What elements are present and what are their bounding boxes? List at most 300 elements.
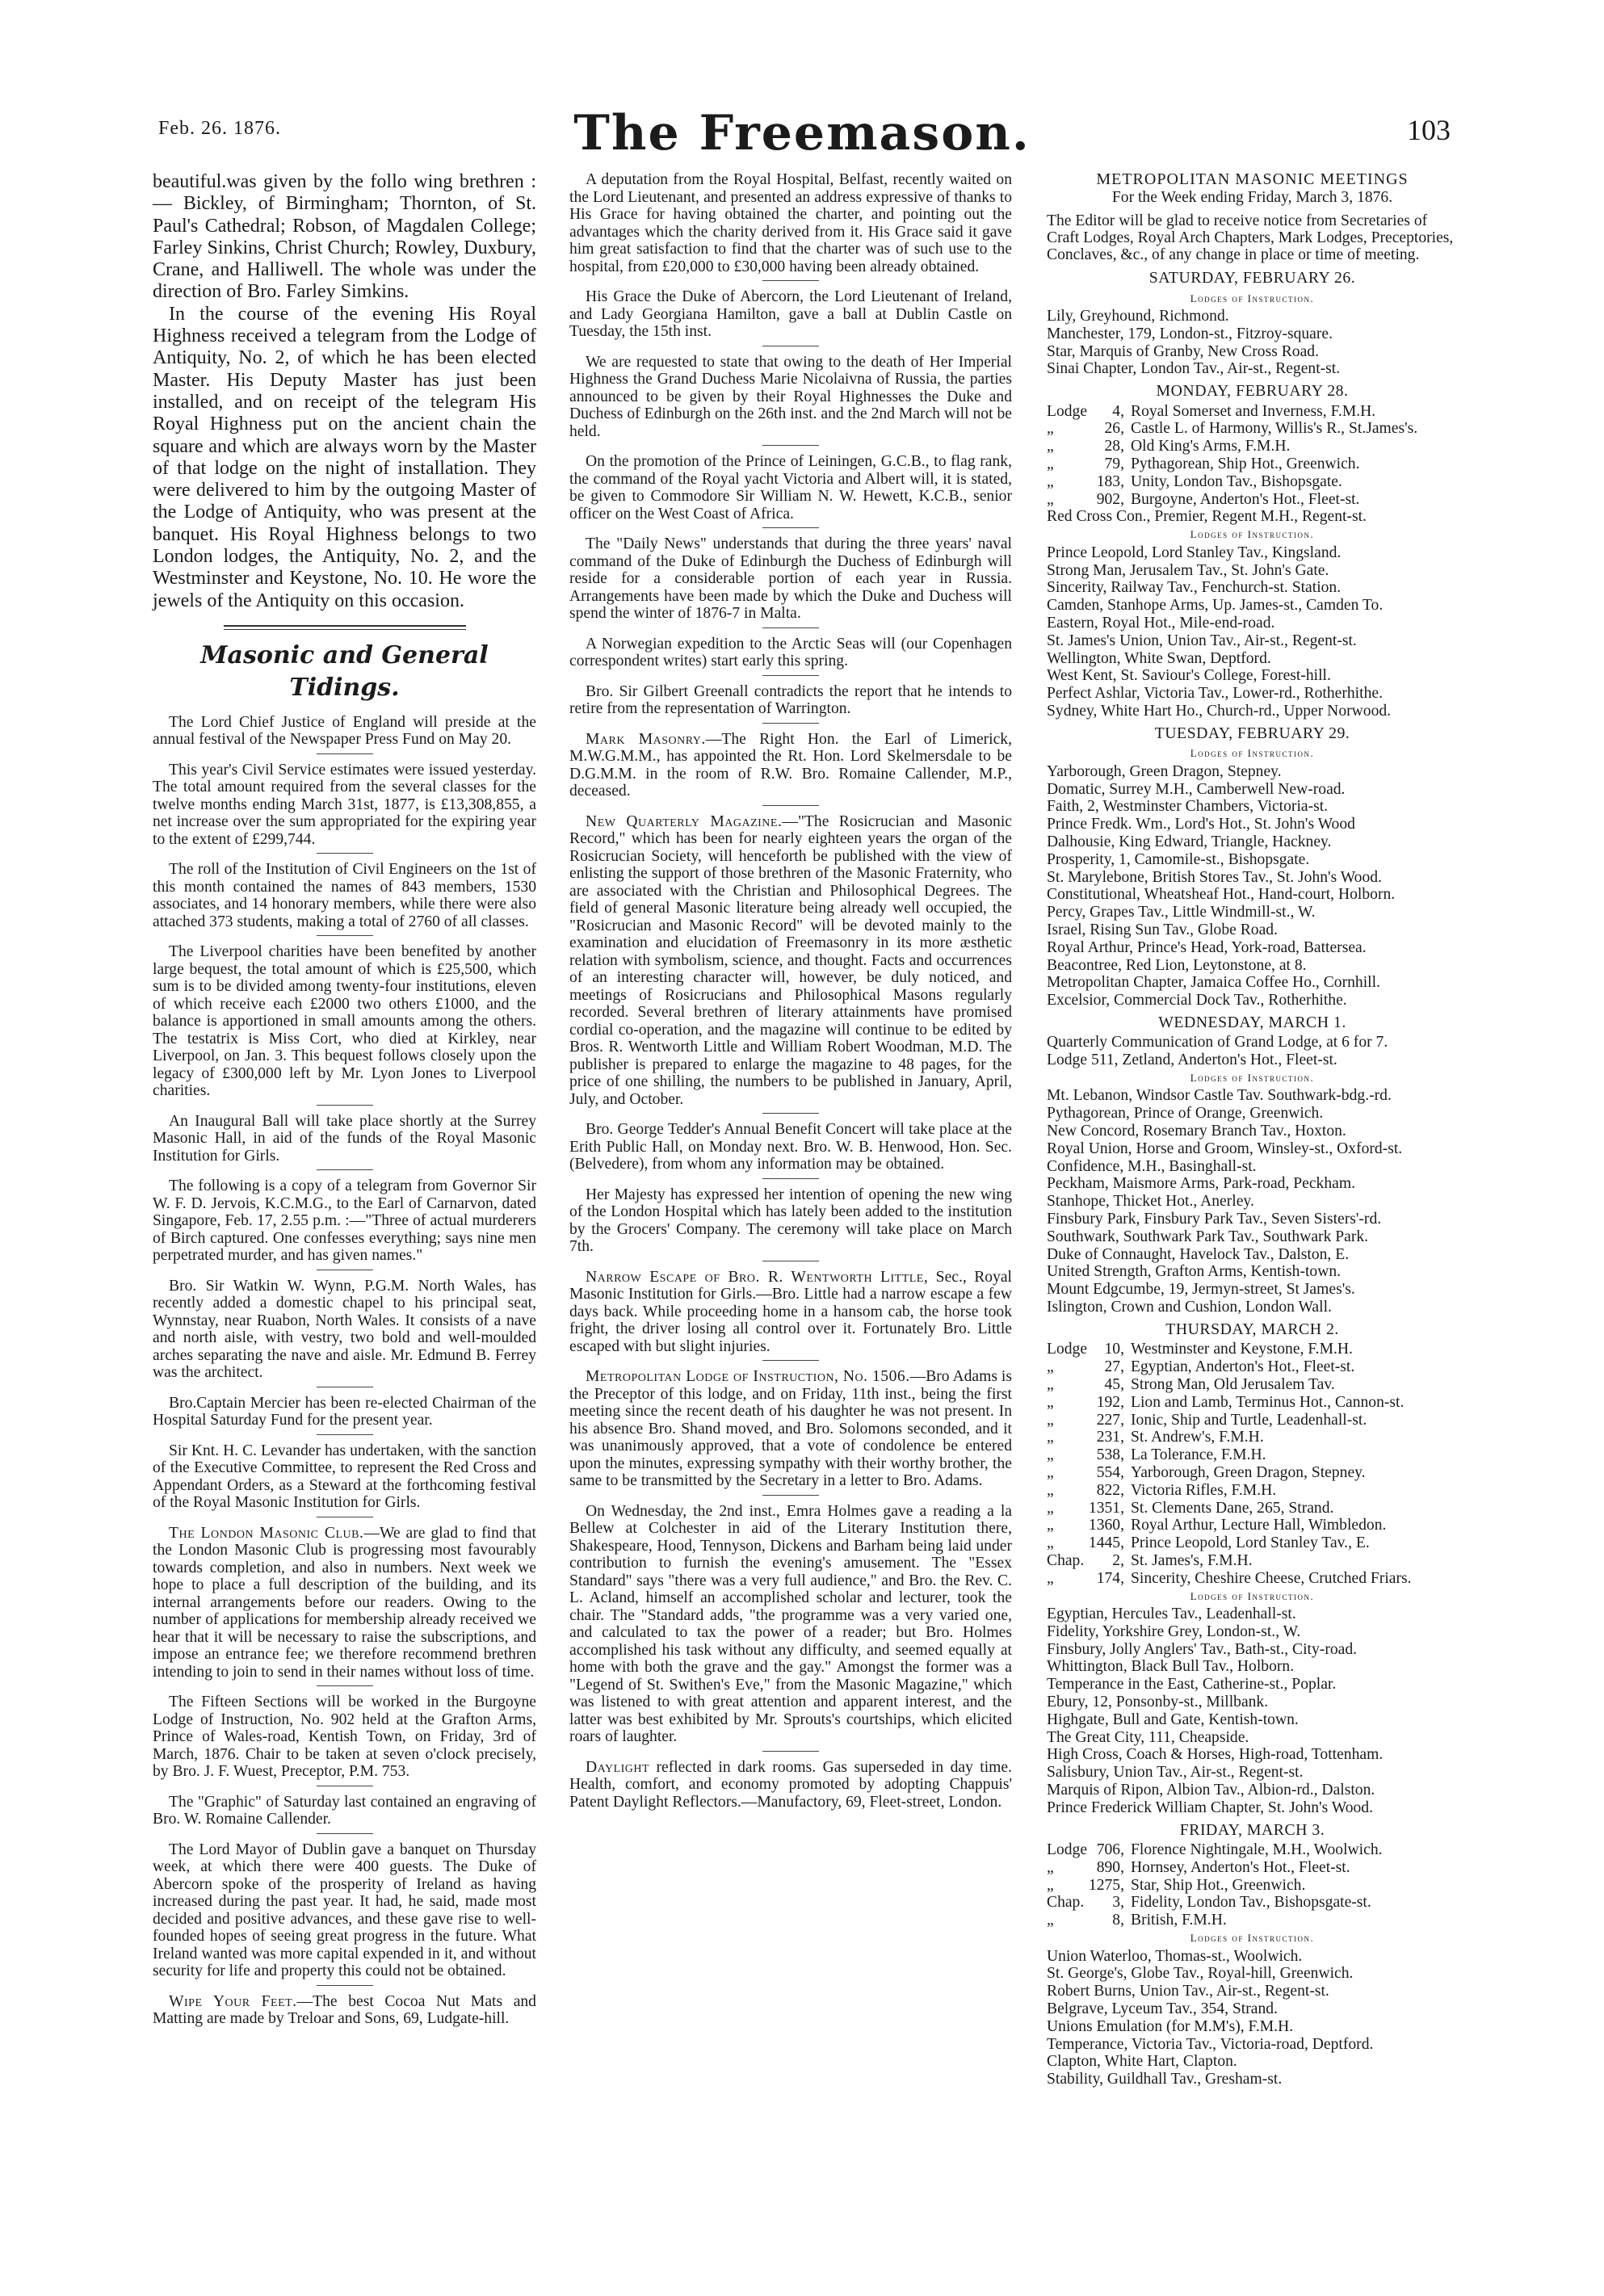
entry-prefix: „ bbox=[1047, 420, 1054, 438]
meeting-entry bbox=[1047, 1782, 1458, 1799]
meeting-entry bbox=[1047, 1482, 1458, 1500]
meetings-title: METROPOLITAN MASONIC MEETINGS bbox=[1096, 170, 1409, 188]
meeting-entry bbox=[1047, 886, 1458, 904]
entry-text: Israel, Rising Sun Tav., Globe Road. bbox=[1047, 921, 1278, 938]
news-paragraph bbox=[153, 1525, 536, 1681]
paragraph-text: —The Right Hon. the Earl of Limerick, M.W.G.M.M., has appointed the Rt. Hon. Lord Skelmersdale to be D.G.M.M. in the room of R.W. Bro. Romaine Callender, M.P., deceased. bbox=[569, 730, 1012, 800]
news-paragraph bbox=[569, 1503, 1012, 1746]
meeting-entry bbox=[1047, 921, 1458, 939]
meeting-entry bbox=[1047, 1394, 1458, 1412]
meeting-day-heading: WEDNESDAY, MARCH 1. bbox=[1158, 1013, 1346, 1031]
paragraph-lead: New Quarterly Magazine. bbox=[586, 812, 783, 830]
meeting-entry bbox=[1047, 2018, 1458, 2036]
entry-number: 822, bbox=[1096, 1481, 1124, 1499]
meeting-entry bbox=[1047, 781, 1458, 799]
entry-prefix: „ bbox=[1047, 490, 1054, 508]
entry-text: Constitutional, Wheatsheaf Hot., Hand-court, Holborn. bbox=[1047, 886, 1396, 904]
entry-prefix: „ bbox=[1047, 1393, 1054, 1411]
separator-rule bbox=[762, 527, 819, 528]
entry-prefix: „ bbox=[1047, 1499, 1054, 1517]
entry-number: 1445, bbox=[1088, 1534, 1124, 1552]
news-paragraph bbox=[153, 171, 536, 304]
meeting-entry bbox=[1047, 1965, 1458, 1983]
meeting-entry bbox=[1047, 1912, 1458, 1929]
meeting-entry bbox=[1047, 685, 1458, 703]
entry-text: Pythagorean, Ship Hot., Greenwich. bbox=[1131, 455, 1360, 473]
paragraph-text: An Inaugural Ball will take place shortly at the Surrey Masonic Hall, in aid of the funds of the Royal Masonic Institution for Girls. bbox=[153, 1112, 536, 1165]
entry-text: Castle L. of Harmony, Willis's R., St.James's. bbox=[1131, 420, 1418, 438]
meeting-entry bbox=[1047, 455, 1458, 473]
meeting-entry bbox=[1047, 1299, 1458, 1316]
news-paragraph bbox=[153, 714, 536, 749]
meeting-entry bbox=[1047, 1446, 1458, 1464]
entry-text: Red Cross Con., Premier, Regent M.H., Regent-st. bbox=[1047, 508, 1367, 526]
meeting-entry bbox=[1047, 403, 1458, 421]
entry-number: 227, bbox=[1096, 1411, 1124, 1429]
paragraph-lead: Mark Masonry. bbox=[586, 730, 706, 748]
meeting-entry bbox=[1047, 869, 1458, 887]
lodges-of-instruction-label: Lodges of Instruction. bbox=[1190, 1589, 1315, 1602]
entry-text: Ionic, Ship and Turtle, Leadenhall-st. bbox=[1131, 1411, 1367, 1429]
entry-text: Fidelity, London Tav., Bishopsgate-st. bbox=[1131, 1894, 1371, 1912]
separator-rule bbox=[317, 1434, 373, 1435]
entry-text: Temperance, Victoria Tav., Victoria-road, Deptford. bbox=[1047, 2035, 1374, 2053]
news-paragraph bbox=[569, 171, 1012, 275]
entry-text: St. James's Union, Union Tav., Air-st., Regent-st. bbox=[1047, 632, 1357, 649]
paragraph-text: —We are glad to find that the London Masonic Club is progressing most favourably towards completion, and also in numbers. Next week we hope to place a full description of the building, and its internal arrangements before our readers. Owing to the number of applications for membership already received we hear that it will be necessary to raise the subscriptions, and impose an entrance fee; we therefore recommend brethren intending to join to send in their names without loss of time. bbox=[153, 1524, 536, 1681]
paragraph-text: In the course of the evening His Royal Highness received a telegram from the Lodge of Antiquity, No. 2, of which he has been elected Master. His Deputy Master has just been installed, and on receipt of the telegram His Royal Highness put on the ancient chain the square and which are always worn by the Master of that lodge on the night of installation. They were delivered to him by the outgoing Master of the Lodge of Antiquity, who was present at the banquet. His Royal Highness belongs to two London lodges, the Antiquity, No. 2, and the Westminster and Keystone, No. 10. He wore the jewels of the Antiquity on this occasion. bbox=[153, 303, 536, 611]
entry-text: Mt. Lebanon, Windsor Castle Tav. Southwark-bdg.-rd. bbox=[1047, 1087, 1392, 1105]
entry-number: 174, bbox=[1096, 1569, 1124, 1587]
entry-text: Florence Nightingale, M.H., Woolwich. bbox=[1131, 1841, 1383, 1859]
lodges-of-instruction-label: Lodges of Instruction. bbox=[1190, 747, 1315, 760]
paragraph-text: The Lord Chief Justice of England will preside at the annual festival of the Newspaper Press Fund on May 20. bbox=[153, 713, 536, 749]
entry-text: Victoria Rifles, F.M.H. bbox=[1131, 1481, 1277, 1499]
paragraph-text: On Wednesday, the 2nd inst., Emra Holmes gave a reading a la Bellew at Colchester in aid of the Literary Institution there, Shakespeare, Hood, Tennyson, Dickens and Barham being laid under contribution to furnish the evening's amusement. The "Essex Standard" says "there was a very full audience," and Bro. the Rev. C. L. Acland, himself an accomplished scholar and lecturer, took the chair. The "Standard adds, "the programme was a very varied one, and calculated to tax the power of a reader; but Bro. Holmes accomplished his task without any difficulty, and seemed equally at home with both the grave and the gay." Amongst the former was a "Legend of St. Swithen's Eve," from the Masonic Magazine," which was listened to with great attention and apparent interest, and the latter was best exhibited by Mr. Sprouts's courtships, which elicited roars of laughter. bbox=[569, 1502, 1012, 1745]
meetings-list bbox=[1047, 270, 1458, 2088]
entry-number: 1351, bbox=[1088, 1499, 1124, 1517]
meeting-entry bbox=[1047, 1517, 1458, 1534]
entry-text: Prince Leopold, Lord Stanley Tav., E. bbox=[1131, 1534, 1370, 1552]
entry-prefix: „ bbox=[1047, 1534, 1054, 1552]
entry-prefix: „ bbox=[1047, 1569, 1054, 1587]
entry-prefix: „ bbox=[1047, 455, 1054, 473]
news-paragraph bbox=[569, 813, 1012, 1109]
meeting-entry bbox=[1047, 1051, 1458, 1069]
entry-text: Duke of Connaught, Havelock Tav., Dalston, E. bbox=[1047, 1245, 1350, 1263]
entry-text: Stanhope, Thicket Hot., Anerley. bbox=[1047, 1193, 1254, 1211]
separator-rule bbox=[762, 280, 819, 281]
paragraph-lead: Daylight bbox=[586, 1758, 650, 1776]
entry-prefix: Lodge bbox=[1047, 402, 1088, 420]
entry-text: Peckham, Maismore Arms, Park-road, Peckham. bbox=[1047, 1175, 1355, 1193]
meeting-entry bbox=[1047, 1341, 1458, 1358]
entry-text: Royal Somerset and Inverness, F.M.H. bbox=[1131, 402, 1376, 420]
paragraph-text: On the promotion of the Prince of Leiningen, G.C.B., to flag rank, the command of the Royal yacht Victoria and Albert will, it is stated, be given to Commodore Sir William N. W. Hewett, K.C.B., senior officer on the West Coast of Africa. bbox=[569, 453, 1012, 523]
meeting-entry bbox=[1047, 1500, 1458, 1517]
entry-number: 231, bbox=[1096, 1429, 1124, 1446]
news-paragraph bbox=[153, 1442, 536, 1512]
entry-text: Strong Man, Jerusalem Tav., St. John's Gate. bbox=[1047, 561, 1329, 579]
entry-number: 902, bbox=[1096, 490, 1124, 508]
meeting-entry bbox=[1047, 1105, 1458, 1123]
entry-text: Yarborough, Green Dragon, Stepney. bbox=[1047, 762, 1282, 780]
news-paragraph bbox=[569, 636, 1012, 670]
meeting-entry bbox=[1047, 1570, 1458, 1588]
news-paragraph bbox=[153, 1694, 536, 1781]
paragraph-text: Her Majesty has expressed her intention of opening the new wing of the London Hospital which has lately been added to the institution by the Grocers' Company. The ceremony will take place on March 7th. bbox=[569, 1186, 1012, 1255]
news-paragraph bbox=[569, 354, 1012, 441]
meeting-entry bbox=[1047, 1412, 1458, 1429]
entry-text: Perfect Ashlar, Victoria Tav., Lower-rd., Rotherhithe. bbox=[1047, 685, 1383, 703]
news-paragraph bbox=[569, 1121, 1012, 1173]
meeting-entry bbox=[1047, 1429, 1458, 1446]
meeting-entry bbox=[1047, 851, 1458, 869]
entry-text: Clapton, White Hart, Clapton. bbox=[1047, 2053, 1237, 2071]
entry-number: 10, bbox=[1104, 1341, 1124, 1358]
entry-text: Belgrave, Lyceum Tav., 354, Strand. bbox=[1047, 2000, 1278, 2017]
paragraph-text: The Lord Mayor of Dublin gave a banquet on Thursday week, at which there were 400 guests. The Duke of Abercorn spoke of the prosperity of Ireland as having increased during the past year. It had, he said, made most decided and positive advances, and these gave rise to well-founded hopes of seeing great progress in the future. What Ireland wanted was more capital expended in it, and without security for life and property this could not be obtained. bbox=[153, 1841, 536, 1980]
entry-text: Quarterly Communication of Grand Lodge, at 6 for 7. bbox=[1047, 1034, 1388, 1051]
entry-text: New Concord, Rosemary Branch Tav., Hoxton. bbox=[1047, 1123, 1346, 1140]
entry-text: West Kent, St. Saviour's College, Forest-hill. bbox=[1047, 667, 1331, 685]
meeting-entry bbox=[1047, 974, 1458, 992]
entry-text: Dalhousie, King Edward, Triangle, Hackney. bbox=[1047, 833, 1332, 850]
meeting-entry bbox=[1047, 2053, 1458, 2071]
meeting-entry bbox=[1047, 1948, 1458, 1966]
meeting-entry bbox=[1047, 343, 1458, 361]
paragraph-text: —"The Rosicrucian and Masonic Record," which has been for nearly eighteen years the organ of the Rosicrucian Society, will henceforth be published with the view of enlisting the support of those brethren of the Masonic Fraternity, who are associated with the Christian and Philosophical Degrees. The field of general Masonic literature being already well occupied, the "Rosicrucian and Masonic Record" will be devoted mainly to the examination and elucidation of Freemasonry in its more æsthetic relation with symbolism, science, and thought. Facts and occurrences of an interesting character will, however, be duly noticed, and meetings of Rosicrucians and Philosophical Masons regularly recorded. Several brethren of literary attainments have promised cordial co-operation, and the magazine will continue to be edited by Bros. R. Wentworth Little and William Robert Woodman, M.D. The publisher is prepared to enlarge the magazine to 48 pages, for the price of one shilling, the numbers to be published in January, April, July, and October. bbox=[569, 812, 1012, 1108]
meeting-entry bbox=[1047, 438, 1458, 455]
news-paragraph bbox=[569, 1759, 1012, 1811]
entry-prefix: „ bbox=[1047, 438, 1054, 455]
separator-rule bbox=[762, 445, 819, 446]
entry-prefix: „ bbox=[1047, 1411, 1054, 1429]
entry-prefix: Lodge bbox=[1047, 1841, 1088, 1859]
entry-number: 538, bbox=[1096, 1446, 1124, 1464]
entry-text: Yarborough, Green Dragon, Stepney. bbox=[1131, 1463, 1366, 1481]
meeting-entry bbox=[1047, 1729, 1458, 1747]
entry-text: Southwark, Southwark Park Tav., Southwark Park. bbox=[1047, 1228, 1369, 1245]
entry-prefix: „ bbox=[1047, 1429, 1054, 1446]
entry-text: The Great City, 111, Cheapside. bbox=[1047, 1728, 1249, 1746]
meeting-entry bbox=[1047, 1534, 1458, 1552]
news-paragraph bbox=[153, 304, 536, 612]
meeting-entry bbox=[1047, 650, 1458, 668]
middle-column bbox=[569, 171, 1012, 1811]
meeting-entry bbox=[1047, 1175, 1458, 1193]
news-paragraph bbox=[153, 1278, 536, 1382]
meeting-entry bbox=[1047, 1658, 1458, 1676]
entry-number: 183, bbox=[1096, 472, 1124, 490]
entry-text: St. James's, F.M.H. bbox=[1131, 1551, 1253, 1569]
entry-prefix: Chap. bbox=[1047, 1894, 1085, 1912]
meeting-entry bbox=[1047, 1246, 1458, 1264]
entry-text: Unity, London Tav., Bishopsgate. bbox=[1131, 472, 1342, 490]
news-paragraph bbox=[153, 861, 536, 930]
meeting-entry bbox=[1047, 544, 1458, 562]
meeting-day-heading: SATURDAY, FEBRUARY 26. bbox=[1148, 269, 1356, 287]
meeting-entry bbox=[1047, 957, 1458, 975]
meeting-entry bbox=[1047, 360, 1458, 378]
entry-text: Royal Union, Horse and Groom, Winsley-st., Oxford-st. bbox=[1047, 1140, 1403, 1157]
entry-number: 28, bbox=[1104, 438, 1124, 455]
paragraph-text: The Fifteen Sections will be worked in the Burgoyne Lodge of Instruction, No. 902 held at the Grafton Arms, Prince of Wales-road, Kentish Town, on Friday, 3rd of March, 1876. Chair to be taken at seven o'clock precisely, by Bro. J. F. Wuest, Preceptor, P.M. 753. bbox=[153, 1694, 536, 1781]
entry-text: High Cross, Coach & Horses, High-road, Tottenham. bbox=[1047, 1746, 1384, 1764]
paragraph-text: His Grace the Duke of Abercorn, the Lord Lieutenant of Ireland, and Lady Georgiana Hamilton, gave a ball at Dublin Castle on Tuesday, the 15th inst. bbox=[569, 288, 1012, 340]
entry-text: Sincerity, Cheshire Cheese, Crutched Friars. bbox=[1131, 1569, 1412, 1587]
separator-rule bbox=[317, 935, 373, 936]
entry-number: 2, bbox=[1112, 1551, 1124, 1569]
meeting-entry bbox=[1047, 1376, 1458, 1394]
entry-prefix: „ bbox=[1047, 1481, 1054, 1499]
entry-text: Prince Leopold, Lord Stanley Tav., Kingsland. bbox=[1047, 544, 1342, 561]
entry-text: Strong Man, Old Jerusalem Tav. bbox=[1131, 1375, 1335, 1393]
paragraph-lead: The London Masonic Club. bbox=[169, 1524, 364, 1542]
meeting-entry bbox=[1047, 939, 1458, 957]
lodges-of-instruction-label: Lodges of Instruction. bbox=[1190, 528, 1315, 541]
meeting-entry bbox=[1047, 1746, 1458, 1764]
entry-text: St. George's, Globe Tav., Royal-hill, Greenwich. bbox=[1047, 1965, 1354, 1983]
entry-text: Egyptian, Anderton's Hot., Fleet-st. bbox=[1131, 1358, 1355, 1376]
paragraph-text: This year's Civil Service estimates were issued yesterday. The total amount required from the several classes for the twelve months ending March 31st, 1877, is £13,308,855, a net increase over the sum appropriated for the expiring year to the extent of £299,744. bbox=[153, 761, 536, 848]
entry-text: Finsbury Park, Finsbury Park Tav., Seven Sisters'-rd. bbox=[1047, 1211, 1382, 1228]
meeting-entry bbox=[1047, 1606, 1458, 1623]
entry-text: Union Waterloo, Thomas-st., Woolwich. bbox=[1047, 1947, 1303, 1965]
meeting-day-heading: MONDAY, FEBRUARY 28. bbox=[1156, 382, 1349, 401]
issue-date: Feb. 26. 1876. bbox=[158, 118, 281, 139]
entry-prefix: „ bbox=[1047, 1912, 1054, 1929]
entry-text: Percy, Grapes Tav., Little Windmill-st., W. bbox=[1047, 904, 1316, 921]
entry-number: 26, bbox=[1104, 420, 1124, 438]
meeting-entry bbox=[1047, 1123, 1458, 1140]
meeting-entry bbox=[1047, 1983, 1458, 2000]
section-double-rule bbox=[224, 625, 466, 630]
left-column bbox=[153, 171, 536, 2028]
entry-number: 554, bbox=[1096, 1463, 1124, 1481]
paragraph-text: A Norwegian expedition to the Arctic Seas will (our Copenhagen correspondent writes) start early this spring. bbox=[569, 635, 1012, 669]
paragraph-text: Bro. Sir Gilbert Greenall contradicts the report that he intends to retire from the representation of Warrington. bbox=[569, 682, 1012, 717]
meeting-entry bbox=[1047, 1087, 1458, 1105]
entry-text: Royal Arthur, Lecture Hall, Wimbledon. bbox=[1131, 1517, 1387, 1534]
entry-text: Temperance in the East, Catherine-st., Poplar. bbox=[1047, 1676, 1337, 1694]
entry-number: 1360, bbox=[1088, 1517, 1124, 1534]
meeting-day-heading: TUESDAY, FEBRUARY 29. bbox=[1154, 724, 1350, 742]
paragraph-text: Bro.Captain Mercier has been re-elected Chairman of the Hospital Saturday Fund for the present year. bbox=[153, 1394, 536, 1429]
separator-rule bbox=[762, 1178, 819, 1179]
news-paragraph bbox=[569, 683, 1012, 718]
entry-text: Unions Emulation (for M.M's), F.M.H. bbox=[1047, 2017, 1294, 2035]
entry-prefix: „ bbox=[1047, 1446, 1054, 1464]
news-paragraph bbox=[153, 1395, 536, 1429]
entry-text: Finsbury, Jolly Anglers' Tav., Bath-st., City-road. bbox=[1047, 1640, 1358, 1658]
entry-text: Star, Ship Hot., Greenwich. bbox=[1131, 1876, 1306, 1894]
news-paragraph bbox=[569, 288, 1012, 341]
meeting-entry bbox=[1047, 1281, 1458, 1299]
paragraph-text: The roll of the Institution of Civil Engineers on the 1st of this month contained the names of 843 members, 1530 associates, and 14 honorary members, while there were also attached 373 students, making a total of 2760 of all classes. bbox=[153, 861, 536, 930]
meetings-note: The Editor will be glad to receive notice from Secretaries of Craft Lodges, Royal Arch Chapters, Mark Lodges, Preceptories, Conclaves, &c., of any change in place or time of meeting. bbox=[1047, 212, 1454, 263]
entry-text: Egyptian, Hercules Tav., Leadenhall-st. bbox=[1047, 1606, 1296, 1622]
news-paragraph bbox=[153, 1794, 536, 1828]
meeting-entry bbox=[1047, 615, 1458, 632]
news-paragraph bbox=[153, 762, 536, 849]
news-paragraph bbox=[569, 453, 1012, 523]
entry-text: Prince Frederick William Chapter, St. John's Wood. bbox=[1047, 1799, 1373, 1816]
entry-text: Lily, Greyhound, Richmond. bbox=[1047, 308, 1229, 325]
paragraph-text: Sec., Royal Masonic Institution for Girls.—Bro. Little had a narrow escape a few days back. While proceeding home in a hansom cab, the horse took fright, the driver losing all control over it. Fortunately Bro. Little escaped with but slight injuries. bbox=[569, 1268, 1013, 1355]
entry-text: Royal Arthur, Prince's Head, York-road, Battersea. bbox=[1047, 938, 1367, 956]
paragraph-text: —The best Cocoa Nut Mats and Matting are made by Treloar and Sons, 69, Ludgate-hill. bbox=[153, 1992, 536, 2028]
meeting-entry bbox=[1047, 420, 1458, 438]
meeting-entry bbox=[1047, 473, 1458, 491]
meeting-entry bbox=[1047, 667, 1458, 685]
paragraph-lead: Metropolitan Lodge of Instruction, No. 1506. bbox=[586, 1368, 910, 1385]
entry-text: Sydney, White Hart Ho., Church-rd., Upper Norwood. bbox=[1047, 702, 1392, 720]
meeting-entry bbox=[1047, 1841, 1458, 1859]
paragraph-text: The "Daily News" understands that during the three years' naval command of the Duke of Edinburgh the Duchess of Edinburgh will reside for a considerable portion of each year in Russia. Arrangements have been made by which the Duke and Duchess will spend the winter of 1876-7 in Malta. bbox=[569, 535, 1012, 622]
entry-text: Fidelity, Yorkshire Grey, London-st., W. bbox=[1047, 1622, 1301, 1640]
meeting-entry bbox=[1047, 1799, 1458, 1817]
separator-rule bbox=[317, 753, 373, 754]
entry-text: Lodge 511, Zetland, Anderton's Hot., Fleet-st. bbox=[1047, 1051, 1337, 1069]
paragraph-text: The following is a copy of a telegram from Governor Sir W. F. D. Jervois, K.C.M.G., to the Earl of Carnarvon, dated Singapore, Feb. 17, 2.55 p.m. :—"Three of actual murderers of Birch captured. One confesses everything; says nine men perpetrated murder, and has given names." bbox=[153, 1177, 536, 1265]
entry-text: Faith, 2, Westminster Chambers, Victoria-st. bbox=[1047, 798, 1329, 816]
entry-text: Metropolitan Chapter, Jamaica Coffee Ho., Cornhill. bbox=[1047, 974, 1380, 992]
lodges-of-instruction-label: Lodges of Instruction. bbox=[1190, 1071, 1315, 1084]
entry-text: Star, Marquis of Granby, New Cross Road. bbox=[1047, 342, 1319, 360]
entry-text: St. Clements Dane, 265, Strand. bbox=[1131, 1499, 1334, 1517]
news-paragraph bbox=[569, 1368, 1012, 1490]
entry-text: Salisbury, Union Tav., Air-st., Regent-st. bbox=[1047, 1764, 1304, 1782]
separator-rule bbox=[317, 1685, 373, 1686]
entry-text: Burgoyne, Anderton's Hot., Fleet-st. bbox=[1131, 490, 1360, 508]
entry-number: 706, bbox=[1096, 1841, 1124, 1859]
meeting-entry bbox=[1047, 763, 1458, 781]
entry-prefix: „ bbox=[1047, 1463, 1054, 1481]
meeting-entry bbox=[1047, 1764, 1458, 1782]
entry-number: 4, bbox=[1112, 402, 1124, 420]
separator-rule bbox=[762, 1360, 819, 1361]
meeting-entry bbox=[1047, 1859, 1458, 1877]
right-column bbox=[1047, 171, 1458, 2088]
entry-text: Stability, Guildhall Tav., Gresham-st. bbox=[1047, 2071, 1283, 2088]
paragraph-text: The "Graphic" of Saturday last contained an engraving of Bro. W. Romaine Callender. bbox=[153, 1793, 536, 1828]
paragraph-lead: Narrow Escape of Bro. R. Wentworth Little, bbox=[586, 1268, 929, 1286]
entry-text: Beacontree, Red Lion, Leytonstone, at 8. bbox=[1047, 956, 1307, 974]
meeting-entry bbox=[1047, 508, 1458, 526]
meeting-entry bbox=[1047, 1552, 1458, 1570]
entry-text: Pythagorean, Prince of Orange, Greenwich. bbox=[1047, 1105, 1324, 1123]
paragraph-text: reflected in dark rooms. Gas superseded in day time. Health, comfort, and economy promoted by adopting Chappuis' Patent Daylight Reflectors.—Manufactory, 69, Fleet-street, London. bbox=[569, 1758, 1012, 1811]
section-heading: Masonic and General Tidings. bbox=[200, 640, 489, 702]
entry-number: 45, bbox=[1104, 1375, 1124, 1393]
news-paragraph bbox=[153, 1177, 536, 1265]
meeting-entry bbox=[1047, 1034, 1458, 1051]
news-paragraph bbox=[153, 1841, 536, 1980]
meeting-entry bbox=[1047, 1641, 1458, 1659]
entry-text: Prosperity, 1, Camomile-st., Bishopsgate. bbox=[1047, 850, 1310, 868]
entry-number: 3, bbox=[1112, 1894, 1124, 1912]
lodges-of-instruction-label: Lodges of Instruction. bbox=[1190, 1932, 1315, 1945]
masthead-title: The Freemason. bbox=[573, 105, 1031, 162]
meeting-entry bbox=[1047, 1623, 1458, 1641]
entry-text: Islington, Crown and Cushion, London Wall. bbox=[1047, 1299, 1332, 1316]
entry-text: St. Andrew's, F.M.H. bbox=[1131, 1429, 1264, 1446]
entry-text: Prince Fredk. Wm., Lord's Hot., St. John's Wood bbox=[1047, 816, 1355, 833]
entry-text: Robert Burns, Union Tav., Air-st., Regent-st. bbox=[1047, 1983, 1329, 2000]
paragraph-text: A deputation from the Royal Hospital, Belfast, recently waited on the Lord Lieutenant, and presented an address expressive of thanks to His Grace for having obtained the charter, and pointing out the advantages which the charity derived from it. His Grace said it gave him great satisfaction to find that the charter was of such use to the hospital, from £20,000 to £30,000 having been already obtained. bbox=[569, 171, 1012, 275]
news-paragraph bbox=[569, 535, 1012, 623]
meeting-entry bbox=[1047, 1358, 1458, 1376]
entry-text: British, F.M.H. bbox=[1131, 1912, 1227, 1929]
meeting-entry bbox=[1047, 579, 1458, 597]
entry-prefix: „ bbox=[1047, 1517, 1054, 1534]
separator-rule bbox=[762, 675, 819, 676]
meeting-entry bbox=[1047, 992, 1458, 1009]
separator-rule bbox=[762, 723, 819, 724]
separator-rule bbox=[762, 1751, 819, 1752]
entry-text: La Tolerance, F.M.H. bbox=[1131, 1446, 1266, 1464]
entry-text: Camden, Stanhope Arms, Up. James-st., Camden To. bbox=[1047, 597, 1384, 615]
entry-text: Whittington, Black Bull Tav., Holborn. bbox=[1047, 1658, 1295, 1676]
meeting-entry bbox=[1047, 1694, 1458, 1711]
meetings-subtitle: For the Week ending Friday, March 3, 1876. bbox=[1111, 188, 1393, 206]
entry-text: Hornsey, Anderton's Hot., Fleet-st. bbox=[1131, 1858, 1350, 1876]
entry-number: 890, bbox=[1096, 1858, 1124, 1876]
meeting-entry bbox=[1047, 1877, 1458, 1895]
entry-text: Eastern, Royal Hot., Mile-end-road. bbox=[1047, 614, 1275, 632]
news-paragraph bbox=[569, 1186, 1012, 1256]
meeting-entry bbox=[1047, 632, 1458, 650]
meeting-entry bbox=[1047, 833, 1458, 851]
news-paragraph bbox=[153, 943, 536, 1100]
news-paragraph bbox=[569, 731, 1012, 800]
meeting-entry bbox=[1047, 2000, 1458, 2018]
entry-text: Wellington, White Swan, Deptford. bbox=[1047, 649, 1271, 667]
entry-number: 79, bbox=[1104, 455, 1124, 473]
entry-number: 8, bbox=[1112, 1912, 1124, 1929]
separator-rule bbox=[317, 853, 373, 854]
meeting-entry bbox=[1047, 1228, 1458, 1246]
meeting-entry bbox=[1047, 798, 1458, 816]
entry-text: Lion and Lamb, Terminus Hot., Cannon-st. bbox=[1131, 1393, 1405, 1411]
paragraph-text: Bro. Sir Watkin W. Wynn, P.G.M. North Wales, has recently added a domestic chapel to his principal seat, Wynnstay, near Ruabon, North Wales. It consists of a nave and north aisle, with vestry, two bold and well-moulded arches separating the nave and aisle. Mr. Edmund B. Ferrey was the architect. bbox=[153, 1277, 536, 1382]
entry-text: Marquis of Ripon, Albion Tav., Albion-rd., Dalston. bbox=[1047, 1781, 1375, 1799]
separator-rule bbox=[317, 1169, 373, 1170]
page-number: 103 bbox=[1407, 114, 1451, 146]
entry-number: 1275, bbox=[1088, 1876, 1124, 1894]
meeting-entry bbox=[1047, 597, 1458, 615]
entry-text: Highgate, Bull and Gate, Kentish-town. bbox=[1047, 1710, 1299, 1728]
meeting-entry bbox=[1047, 1158, 1458, 1176]
meeting-entry bbox=[1047, 1140, 1458, 1158]
meeting-day-heading: THURSDAY, MARCH 2. bbox=[1165, 1320, 1339, 1338]
lodges-of-instruction-label: Lodges of Instruction. bbox=[1190, 292, 1315, 304]
paragraph-text: beautiful.was given by the follo wing brethren :— Bickley, of Birmingham; Thornton, of St. Paul's Cathedral; Robson, of Magdalen College; Farley Sinkins, Christ Church; Rowley, Duxbury, Crane, and Halliwell. The whole was under the direction of Bro. Farley Simkins. bbox=[153, 171, 536, 303]
separator-rule bbox=[317, 1105, 373, 1106]
news-paragraph bbox=[153, 1993, 536, 2028]
separator-rule bbox=[762, 1113, 819, 1114]
paragraph-text: Bro. George Tedder's Annual Benefit Concert will take place at the Erith Public Hall, on Monday next. Bro. W. B. Henwood, Hon. Sec. (Belvedere), from whom any information may be obtained. bbox=[569, 1121, 1012, 1173]
entry-prefix: „ bbox=[1047, 1358, 1054, 1376]
separator-rule bbox=[762, 1495, 819, 1496]
meeting-day-heading: FRIDAY, MARCH 3. bbox=[1179, 1820, 1325, 1839]
meeting-entry bbox=[1047, 1211, 1458, 1228]
news-paragraph bbox=[153, 1113, 536, 1165]
meeting-entry bbox=[1047, 904, 1458, 921]
separator-rule bbox=[317, 1833, 373, 1834]
meeting-entry bbox=[1047, 1193, 1458, 1211]
